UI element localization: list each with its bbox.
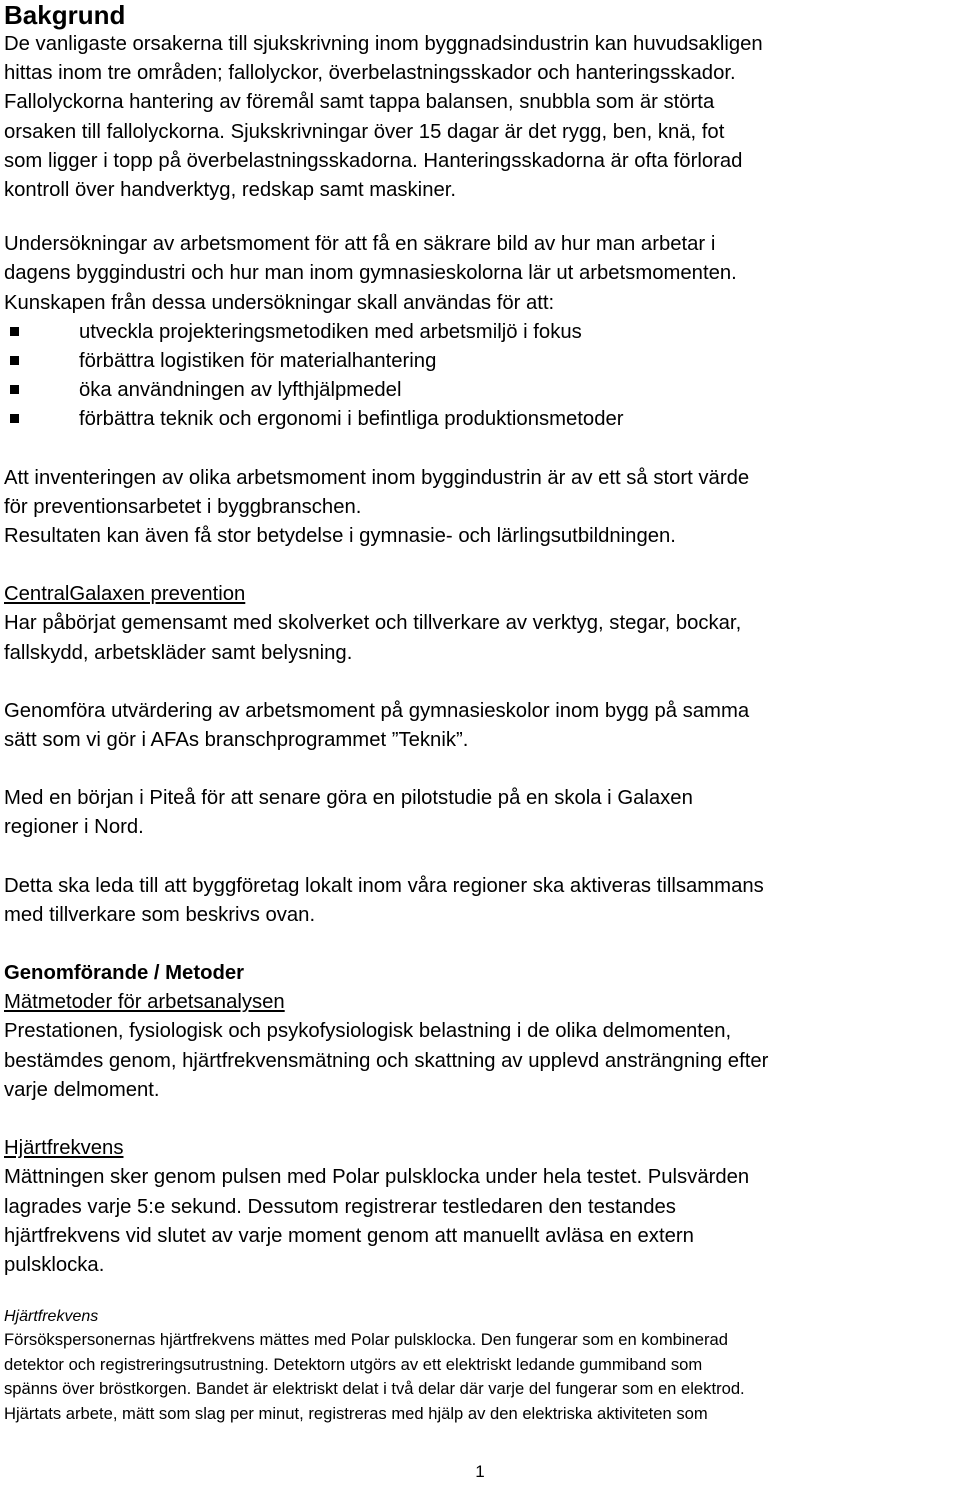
square-bullet-icon xyxy=(10,356,19,365)
paragraph-hjartfrekvens-small: Försökspersonernas hjärtfrekvens mättes med Polar pulsklocka. Den fungerar som en kombinerad detektor och registreringsutrustning. Detektorn utgörs av ett elektriskt ledande gummiband som spänns över bröstkorgen. Bandet är elektriskt delat i två delar där varje del fungerar som en elektrod. Hjärtats arbete, mätt som slag per minut, registreras med hjälp av den elektriska aktiviteten som xyxy=(4,1330,745,1423)
heading-bakgrund: Bakgrund xyxy=(4,0,126,30)
heading-centralgalaxen: CentralGalaxen prevention xyxy=(4,583,246,606)
heading-hjartfrekvens: Hjärtfrekvens xyxy=(4,1137,124,1160)
heading-genomforande: Genomförande / Metoder xyxy=(4,962,245,985)
paragraph-central-1: Har påbörjat gemensamt med skolverket och tillverkare av verktyg, stegar, bockar, fallskydd, arbetskläder samt belysning. xyxy=(4,612,742,664)
list-item: öka användningen av lyfthjälpmedel xyxy=(4,376,958,405)
square-bullet-icon xyxy=(10,414,19,423)
paragraph-genomforande: Prestationen, fysiologisk och psykofysiologisk belastning i de olika delmomenten, bestämdes genom, hjärtfrekvensmätning och skattning av upplevd ansträngning efter varje delmoment. xyxy=(4,1020,769,1101)
list-item: utveckla projekteringsmetodiken med arbetsmiljö i fokus xyxy=(4,318,958,347)
document-page xyxy=(4,0,958,1426)
paragraph-central-2: Genomföra utvärdering av arbetsmoment på gymnasieskolor inom bygg på samma sätt som vi gör i AFAs branschprogrammet ”Teknik”. xyxy=(4,699,750,752)
heading-hjartfrekvens-small: Hjärtfrekvens xyxy=(4,1308,99,1326)
paragraph-bakgrund-3: Att inventeringen av olika arbetsmoment inom byggindustrin är av ett så stort värde för preventionsarbetet i byggbranschen. Resultaten kan även få stor betydelse i gymnasie- och lärlingsutbildningen. xyxy=(4,466,750,548)
list-item: förbättra logistiken för materialhantering xyxy=(4,347,958,376)
bullet-list xyxy=(4,318,958,435)
page-number: 1 xyxy=(475,1462,485,1481)
paragraph-central-3: Med en början i Piteå för att senare göra en pilotstudie på en skola i Galaxen regioner i Nord. xyxy=(4,787,693,839)
paragraph-bakgrund-2: Undersökningar av arbetsmoment för att få en säkrare bild av hur man arbetar i dagens byggindustri och hur man inom gymnasieskolorna lär ut arbetsmomenten. Kunskapen från dessa undersökningar skall användas för att: xyxy=(4,233,737,314)
paragraph-bakgrund-1: De vanligaste orsakerna till sjukskrivning inom byggnadsindustrin kan huvudsakligen hittas inom tre områden; fallolyckor, överbelastningsskador och hanteringsskador. Fallolyckorna hantering av föremål samt tappa balansen, snubbla som är störta orsaken till fallolyckorna. Sjukskrivningar över 15 dagar är det rygg, ben, knä, fot som ligger i topp på överbelastningsskadorna. Hanteringsskadorna är ofta förlorad kontroll över handverktyg, redskap samt maskiner. xyxy=(4,33,763,202)
paragraph-central-4: Detta ska leda till att byggföretag lokalt inom våra regioner ska aktiveras tillsammans med tillverkare som beskrivs ovan. xyxy=(4,874,764,926)
subheading-matmetoder: Mätmetoder för arbetsanalysen xyxy=(4,991,285,1014)
paragraph-hjartfrekvens: Mättningen sker genom pulsen med Polar pulsklocka under hela testet. Pulsvärden lagrades varje 5:e sekund. Dessutom registrerar testledaren den testandes hjärtfrekvens vid slutet av varje moment genom att manuellt avläsa en extern pulsklocka. xyxy=(4,1166,750,1276)
list-item: förbättra teknik och ergonomi i befintliga produktionsmetoder xyxy=(4,405,958,434)
square-bullet-icon xyxy=(10,327,19,336)
square-bullet-icon xyxy=(10,385,19,394)
